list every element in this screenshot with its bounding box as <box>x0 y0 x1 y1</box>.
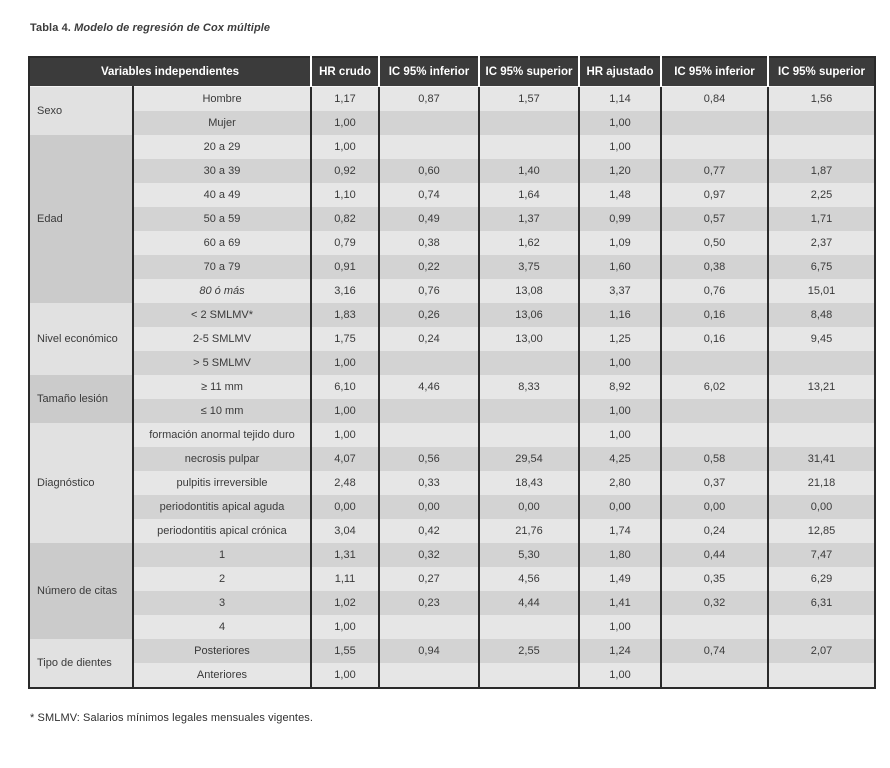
cell-hr-ajustado: 1,00 <box>579 615 661 639</box>
cell-ic95-inferior-ajustado <box>661 423 768 447</box>
table-row <box>29 495 875 519</box>
cell-ic95-inferior-ajustado <box>661 351 768 375</box>
cell-ic95-inferior-ajustado <box>661 111 768 135</box>
cell-ic95-superior-crudo: 1,64 <box>479 183 579 207</box>
cell-ic95-inferior-ajustado: 0,38 <box>661 255 768 279</box>
cell-hr-crudo: 1,00 <box>311 111 379 135</box>
cell-ic95-inferior-crudo: 0,23 <box>379 591 479 615</box>
table-row <box>29 423 875 447</box>
cell-ic95-inferior-ajustado: 0,76 <box>661 279 768 303</box>
cell-ic95-superior-crudo: 18,43 <box>479 471 579 495</box>
cell-ic95-superior-ajustado: 12,85 <box>768 519 875 543</box>
cell-ic95-inferior-crudo: 4,46 <box>379 375 479 399</box>
table-row <box>29 663 875 688</box>
table-footnote: * SMLMV: Salarios mínimos legales mensuales vigentes. <box>30 712 314 724</box>
cell-ic95-inferior-crudo <box>379 135 479 159</box>
cell-hr-ajustado: 1,16 <box>579 303 661 327</box>
cell-ic95-inferior-crudo <box>379 423 479 447</box>
cell-ic95-superior-crudo <box>479 135 579 159</box>
cell-ic95-inferior-ajustado: 0,84 <box>661 87 768 112</box>
cell-ic95-inferior-ajustado: 0,50 <box>661 231 768 255</box>
cell-hr-ajustado: 1,00 <box>579 399 661 423</box>
column-header-hr-crudo: HR crudo <box>311 57 379 87</box>
cell-hr-ajustado: 3,37 <box>579 279 661 303</box>
cell-hr-ajustado: 0,99 <box>579 207 661 231</box>
cell-hr-ajustado: 0,00 <box>579 495 661 519</box>
cell-ic95-superior-crudo: 2,55 <box>479 639 579 663</box>
cell-ic95-superior-ajustado: 9,45 <box>768 327 875 351</box>
cell-ic95-inferior-ajustado: 0,35 <box>661 567 768 591</box>
cell-ic95-superior-crudo <box>479 423 579 447</box>
cell-ic95-inferior-crudo: 0,94 <box>379 639 479 663</box>
cell-hr-crudo: 1,55 <box>311 639 379 663</box>
cell-ic95-superior-crudo: 0,00 <box>479 495 579 519</box>
table-title-main: Modelo de regresión de Cox múltiple <box>70 22 271 34</box>
cell-ic95-superior-ajustado <box>768 663 875 688</box>
row-label-mujer: Mujer <box>133 111 311 135</box>
cell-ic95-superior-ajustado: 6,75 <box>768 255 875 279</box>
cell-ic95-inferior-crudo <box>379 111 479 135</box>
cell-ic95-superior-crudo: 1,37 <box>479 207 579 231</box>
table-row <box>29 567 875 591</box>
cell-ic95-inferior-crudo: 0,56 <box>379 447 479 471</box>
column-header-hr-ajustado-2: HR ajustado <box>579 57 661 87</box>
group-label-tamano-lesion: Tamaño lesión <box>29 375 133 423</box>
cell-ic95-inferior-crudo: 0,38 <box>379 231 479 255</box>
cox-regression-table <box>28 56 876 689</box>
cell-ic95-inferior-ajustado: 0,58 <box>661 447 768 471</box>
cell-hr-crudo: 1,00 <box>311 663 379 688</box>
column-header-variables-independientes: Variables independientes <box>29 57 311 87</box>
row-label-periodontitis-apical-aguda: periodontitis apical aguda <box>133 495 311 519</box>
cell-ic95-inferior-ajustado: 0,97 <box>661 183 768 207</box>
cell-hr-ajustado: 1,00 <box>579 111 661 135</box>
cell-ic95-superior-crudo: 8,33 <box>479 375 579 399</box>
table-row <box>29 231 875 255</box>
row-label-hombre: Hombre <box>133 87 311 112</box>
table-row <box>29 375 875 399</box>
row-label-3: 3 <box>133 591 311 615</box>
group-label-nivel-economico: Nivel económico <box>29 303 133 375</box>
cell-ic95-inferior-ajustado <box>661 615 768 639</box>
cell-ic95-superior-crudo <box>479 615 579 639</box>
cell-ic95-inferior-crudo: 0,74 <box>379 183 479 207</box>
cell-ic95-inferior-ajustado: 0,00 <box>661 495 768 519</box>
table-row <box>29 279 875 303</box>
cell-ic95-inferior-crudo: 0,42 <box>379 519 479 543</box>
cell-ic95-superior-ajustado: 2,37 <box>768 231 875 255</box>
cell-ic95-superior-crudo: 4,44 <box>479 591 579 615</box>
cell-ic95-inferior-crudo <box>379 351 479 375</box>
table-header <box>29 57 875 87</box>
cell-ic95-superior-crudo: 13,08 <box>479 279 579 303</box>
row-label-10-mm: ≤ 10 mm <box>133 399 311 423</box>
cell-ic95-inferior-ajustado: 0,77 <box>661 159 768 183</box>
row-label-5-smlmv: > 5 SMLMV <box>133 351 311 375</box>
table-row <box>29 519 875 543</box>
cell-ic95-superior-ajustado <box>768 351 875 375</box>
table-row <box>29 207 875 231</box>
cell-hr-crudo: 1,17 <box>311 87 379 112</box>
cell-hr-crudo: 1,31 <box>311 543 379 567</box>
row-label-posteriores: Posteriores <box>133 639 311 663</box>
cell-hr-crudo: 1,00 <box>311 351 379 375</box>
cell-ic95-superior-ajustado: 13,21 <box>768 375 875 399</box>
cell-ic95-superior-ajustado: 15,01 <box>768 279 875 303</box>
column-header-ic-95-superior: IC 95% superior <box>479 57 579 87</box>
table-row <box>29 399 875 423</box>
row-label-80-o-mas: 80 ó más <box>133 279 311 303</box>
cell-hr-crudo: 0,92 <box>311 159 379 183</box>
cell-hr-crudo: 1,02 <box>311 591 379 615</box>
column-header-ic-95-inferior: IC 95% inferior <box>379 57 479 87</box>
table-row <box>29 255 875 279</box>
table-row <box>29 447 875 471</box>
cell-ic95-inferior-crudo <box>379 663 479 688</box>
row-label-50-a-59: 50 a 59 <box>133 207 311 231</box>
cell-ic95-superior-ajustado <box>768 615 875 639</box>
cell-ic95-superior-crudo <box>479 399 579 423</box>
cell-ic95-superior-crudo: 3,75 <box>479 255 579 279</box>
cell-ic95-inferior-crudo: 0,32 <box>379 543 479 567</box>
cell-hr-crudo: 1,10 <box>311 183 379 207</box>
cell-ic95-superior-crudo: 13,06 <box>479 303 579 327</box>
cell-hr-crudo: 1,00 <box>311 135 379 159</box>
cell-hr-ajustado: 1,60 <box>579 255 661 279</box>
cell-ic95-inferior-ajustado: 0,57 <box>661 207 768 231</box>
group-label-numero-de-citas: Número de citas <box>29 543 133 639</box>
cell-ic95-inferior-ajustado: 6,02 <box>661 375 768 399</box>
cell-ic95-inferior-crudo <box>379 399 479 423</box>
cell-ic95-superior-ajustado: 8,48 <box>768 303 875 327</box>
cell-hr-crudo: 4,07 <box>311 447 379 471</box>
row-label-11-mm: ≥ 11 mm <box>133 375 311 399</box>
cell-ic95-superior-crudo: 4,56 <box>479 567 579 591</box>
cell-ic95-superior-ajustado: 31,41 <box>768 447 875 471</box>
cell-hr-crudo: 1,00 <box>311 423 379 447</box>
table-row <box>29 471 875 495</box>
table-container <box>28 56 876 689</box>
cell-hr-ajustado: 1,48 <box>579 183 661 207</box>
row-label-70-a-79: 70 a 79 <box>133 255 311 279</box>
cell-ic95-superior-crudo: 21,76 <box>479 519 579 543</box>
row-label-pulpitis-irreversible: pulpitis irreversible <box>133 471 311 495</box>
cell-hr-crudo: 3,16 <box>311 279 379 303</box>
row-label-anteriores: Anteriores <box>133 663 311 688</box>
cell-ic95-superior-ajustado: 21,18 <box>768 471 875 495</box>
cell-ic95-superior-crudo: 29,54 <box>479 447 579 471</box>
cell-ic95-inferior-crudo: 0,49 <box>379 207 479 231</box>
cell-ic95-inferior-crudo: 0,00 <box>379 495 479 519</box>
table-row <box>29 591 875 615</box>
cell-hr-crudo: 2,48 <box>311 471 379 495</box>
cell-hr-crudo: 0,79 <box>311 231 379 255</box>
cell-hr-ajustado: 1,00 <box>579 423 661 447</box>
cell-ic95-superior-ajustado: 2,25 <box>768 183 875 207</box>
group-label-edad: Edad <box>29 135 133 303</box>
cell-hr-crudo: 0,91 <box>311 255 379 279</box>
cell-ic95-superior-ajustado <box>768 399 875 423</box>
row-label-60-a-69: 60 a 69 <box>133 231 311 255</box>
cell-ic95-inferior-ajustado: 0,16 <box>661 327 768 351</box>
cell-hr-ajustado: 1,49 <box>579 567 661 591</box>
cell-hr-crudo: 1,83 <box>311 303 379 327</box>
cell-ic95-superior-ajustado <box>768 423 875 447</box>
table-row <box>29 615 875 639</box>
cell-ic95-superior-ajustado: 7,47 <box>768 543 875 567</box>
cell-ic95-superior-crudo: 1,57 <box>479 87 579 112</box>
cell-hr-ajustado: 1,25 <box>579 327 661 351</box>
cell-hr-crudo: 3,04 <box>311 519 379 543</box>
cell-hr-ajustado: 1,41 <box>579 591 661 615</box>
table-row <box>29 111 875 135</box>
row-label-2-5-smlmv: 2-5 SMLMV <box>133 327 311 351</box>
cell-hr-ajustado: 1,14 <box>579 87 661 112</box>
cell-ic95-superior-ajustado: 1,56 <box>768 87 875 112</box>
table-row <box>29 543 875 567</box>
cell-ic95-inferior-crudo: 0,26 <box>379 303 479 327</box>
table-row <box>29 87 875 112</box>
cell-ic95-inferior-crudo: 0,60 <box>379 159 479 183</box>
cell-ic95-inferior-ajustado: 0,44 <box>661 543 768 567</box>
table-row <box>29 351 875 375</box>
table-row <box>29 183 875 207</box>
cell-ic95-superior-ajustado: 6,31 <box>768 591 875 615</box>
row-label-necrosis-pulpar: necrosis pulpar <box>133 447 311 471</box>
cell-ic95-superior-crudo: 13,00 <box>479 327 579 351</box>
table-row <box>29 135 875 159</box>
cell-ic95-superior-crudo <box>479 111 579 135</box>
table-title-prefix: Tabla 4. <box>30 22 71 34</box>
cell-ic95-inferior-crudo <box>379 615 479 639</box>
cell-hr-ajustado: 1,00 <box>579 135 661 159</box>
cell-hr-crudo: 1,75 <box>311 327 379 351</box>
cell-ic95-inferior-crudo: 0,27 <box>379 567 479 591</box>
table-row <box>29 303 875 327</box>
cell-hr-crudo: 1,00 <box>311 399 379 423</box>
cell-hr-ajustado: 2,80 <box>579 471 661 495</box>
row-label-2: 2 <box>133 567 311 591</box>
row-label-formacion-anormal-tejido-duro: formación anormal tejido duro <box>133 423 311 447</box>
cell-ic95-inferior-crudo: 0,87 <box>379 87 479 112</box>
cell-ic95-inferior-ajustado: 0,74 <box>661 639 768 663</box>
group-label-sexo: Sexo <box>29 87 133 136</box>
cell-ic95-superior-ajustado: 1,87 <box>768 159 875 183</box>
row-label-20-a-29: 20 a 29 <box>133 135 311 159</box>
cell-ic95-superior-ajustado <box>768 111 875 135</box>
cell-hr-ajustado: 1,24 <box>579 639 661 663</box>
cell-hr-ajustado: 1,00 <box>579 351 661 375</box>
cell-ic95-inferior-crudo: 0,76 <box>379 279 479 303</box>
column-header-ic-95-superior-2: IC 95% superior <box>768 57 875 87</box>
row-label-30-a-39: 30 a 39 <box>133 159 311 183</box>
cell-ic95-inferior-ajustado: 0,16 <box>661 303 768 327</box>
cell-ic95-inferior-ajustado: 0,37 <box>661 471 768 495</box>
table-row <box>29 639 875 663</box>
cell-ic95-inferior-ajustado <box>661 135 768 159</box>
cell-ic95-superior-crudo: 1,62 <box>479 231 579 255</box>
cell-ic95-superior-crudo: 1,40 <box>479 159 579 183</box>
cell-ic95-superior-crudo <box>479 351 579 375</box>
cell-hr-crudo: 1,11 <box>311 567 379 591</box>
cell-ic95-inferior-crudo: 0,24 <box>379 327 479 351</box>
row-label-40-a-49: 40 a 49 <box>133 183 311 207</box>
cell-hr-crudo: 6,10 <box>311 375 379 399</box>
cell-hr-crudo: 0,82 <box>311 207 379 231</box>
cell-ic95-superior-ajustado: 6,29 <box>768 567 875 591</box>
cell-hr-ajustado: 1,09 <box>579 231 661 255</box>
cell-hr-ajustado: 4,25 <box>579 447 661 471</box>
cell-ic95-superior-crudo <box>479 663 579 688</box>
row-label-periodontitis-apical-cronica: periodontitis apical crónica <box>133 519 311 543</box>
cell-ic95-superior-ajustado: 0,00 <box>768 495 875 519</box>
cell-ic95-inferior-ajustado <box>661 663 768 688</box>
cell-hr-ajustado: 1,00 <box>579 663 661 688</box>
cell-hr-ajustado: 1,74 <box>579 519 661 543</box>
cell-ic95-inferior-ajustado <box>661 399 768 423</box>
cell-ic95-inferior-crudo: 0,33 <box>379 471 479 495</box>
cell-ic95-superior-ajustado: 1,71 <box>768 207 875 231</box>
cell-hr-ajustado: 1,80 <box>579 543 661 567</box>
column-header-ic-95-inferior-2: IC 95% inferior <box>661 57 768 87</box>
cell-ic95-inferior-ajustado: 0,32 <box>661 591 768 615</box>
cell-ic95-inferior-crudo: 0,22 <box>379 255 479 279</box>
group-label-diagnostico: Diagnóstico <box>29 423 133 543</box>
cell-ic95-superior-crudo: 5,30 <box>479 543 579 567</box>
row-label-1: 1 <box>133 543 311 567</box>
row-label-4: 4 <box>133 615 311 639</box>
cell-ic95-inferior-ajustado: 0,24 <box>661 519 768 543</box>
row-label-2-smlmv: < 2 SMLMV* <box>133 303 311 327</box>
cell-hr-ajustado: 8,92 <box>579 375 661 399</box>
group-label-tipo-de-dientes: Tipo de dientes <box>29 639 133 688</box>
cell-hr-crudo: 0,00 <box>311 495 379 519</box>
table-title <box>30 22 270 34</box>
cell-ic95-superior-ajustado: 2,07 <box>768 639 875 663</box>
cell-ic95-superior-ajustado <box>768 135 875 159</box>
table-row <box>29 327 875 351</box>
cell-hr-ajustado: 1,20 <box>579 159 661 183</box>
cell-hr-crudo: 1,00 <box>311 615 379 639</box>
table-row <box>29 159 875 183</box>
